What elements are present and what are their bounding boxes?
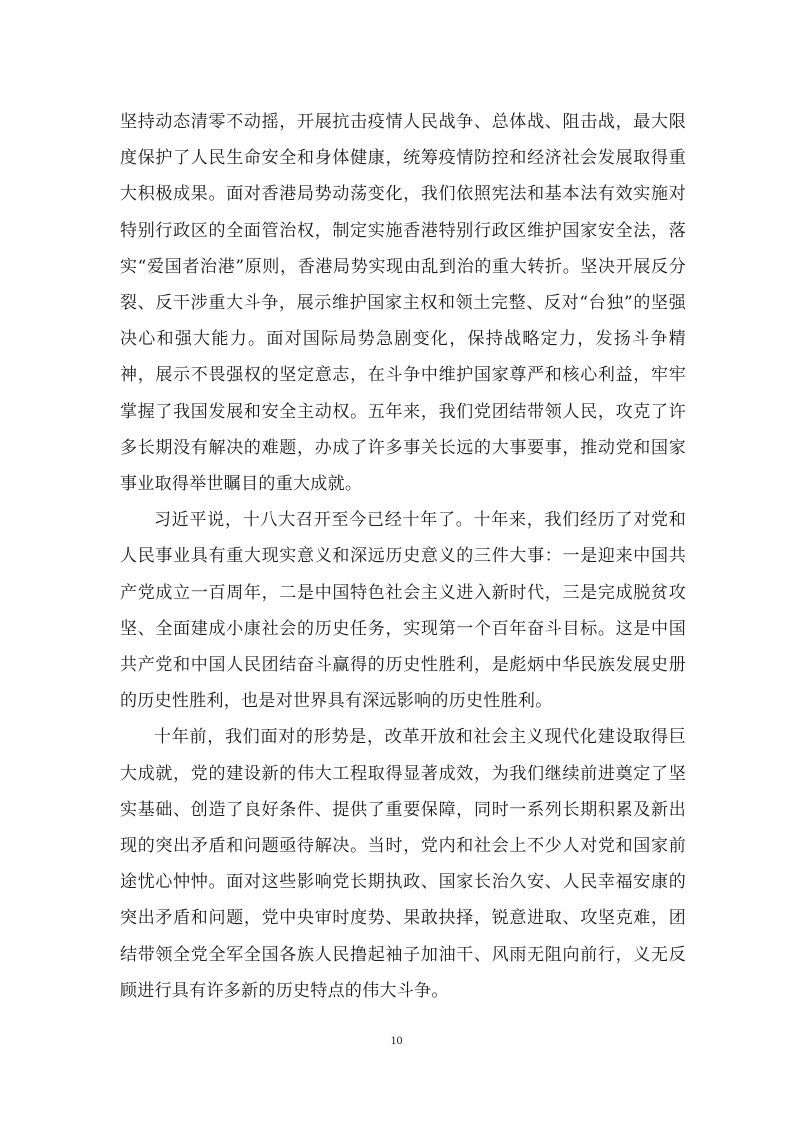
paragraph: 习近平说，十八大召开至今已经十年了。十年来，我们经历了对党和人民事业具有重大现实意义和深远历史意义的三件大事：一是迎来中国共产党成立一百周年，二是中国特色社会主义进入新时代，三是完成脱贫攻坚、全面建成小康社会的历史任务，实现第一个百年奋斗目标。这是中国共产党和中国人民团结奋斗赢得的历史性胜利，是彪炳中华民族发展史册的历史性胜利，也是对世界具有深远影响的历史性胜利。 — [120, 510, 686, 712]
page-number: 10 — [390, 1033, 403, 1047]
body-text — [120, 104, 686, 1009]
paragraph: 十年前，我们面对的形势是，改革开放和社会主义现代化建设取得巨大成就，党的建设新的伟大工程取得显著成效，为我们继续前进奠定了坚实基础、创造了良好条件、提供了重要保障，同时一系列长期积累及新出现的突出矛盾和问题亟待解决。当时，党内和社会上不少人对党和国家前途忧心忡忡。面对这些影响党长期执政、国家长治久安、人民幸福安康的突出矛盾和问题，党中央审时度势、果敢抉择，锐意进取、攻坚克难，团结带领全党全军全国各族人民撸起袖子加油干、风雨无阻向前行，义无反顾进行具有许多新的历史特点的伟大斗争。 — [120, 727, 686, 1001]
paragraph-continuation: 坚持动态清零不动摇，开展抗击疫情人民战争、总体战、阻击战，最大限度保护了人民生命安全和身体健康，统筹疫情防控和经济社会发展取得重大积极成果。面对香港局势动荡变化，我们依照宪法和基本法有效实施对特别行政区的全面管治权，制定实施香港特别行政区维护国家安全法，落实“爱国者治港”原则，香港局势实现由乱到治的重大转折。坚决开展反分裂、反干涉重大斗争，展示维护国家主权和领土完整、反对“台独”的坚强决心和强大能力。面对国际局势急剧变化，保持战略定力，发扬斗争精神，展示不畏强权的坚定意志，在斗争中维护国家尊严和核心利益，牢牢掌握了我国发展和安全主动权。五年来，我们党团结带领人民，攻克了许多长期没有解决的难题，办成了许多事关长远的大事要事，推动党和国家事业取得举世瞩目的重大成就。 — [120, 112, 686, 495]
